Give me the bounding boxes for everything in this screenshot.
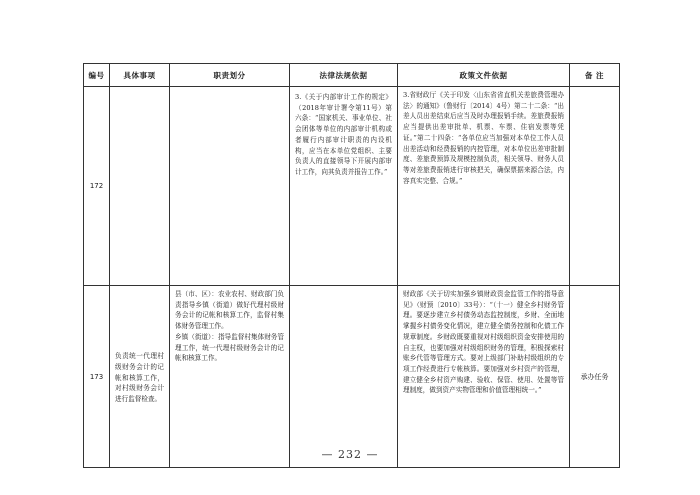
row-law-basis: 3.《关于内部审计工作的规定》（2018年审计署令第11号）第六条：“国家机关、事业单位、社会团体等单位的内部审计机构或者履行内部审计职责的内设机构，应当在本单位党组织、主要负责人的直接领导下开展内部审计工作，向其负责并报告工作。”	[290, 87, 398, 286]
row-duties	[170, 286, 290, 468]
row-matter	[110, 87, 170, 286]
row-number: 172	[84, 87, 110, 286]
responsibility-table	[83, 63, 620, 468]
row-matter: 负责统一代理村级财务会计的记帐和核算工作，对村级财务会计进行监督检查。	[110, 286, 170, 468]
row-law-basis	[290, 286, 398, 468]
header-note: 备 注	[570, 64, 620, 87]
row-note	[570, 87, 620, 286]
row-duties	[170, 87, 290, 286]
row-note: 承办任务	[570, 286, 620, 468]
header-duties: 职责划分	[170, 64, 290, 87]
page-number: — 232 —	[321, 448, 379, 461]
row-policy-basis: 3.省财政厅《关于印发〈山东省省直机关差旅费管理办法〉的通知》（鲁财行〔2014〕4号）第二十二条：“出差人员出差结束后应当及时办理报销手续。差旅费报销应当提供出差审批单、机票、车票、住宿发票等凭证。”第二十四条：“各单位应当加强对本单位工作人员出差活动和经费报销的内控管理，对本单位出差审批制度、差旅费预算及规模控制负责，相关领导、财务人员等对差旅费报销进行审核把关，确保票据来源合法，内容真实完整、合规。”	[398, 87, 570, 286]
header-matter: 具体事项	[110, 64, 170, 87]
table-row	[84, 87, 620, 286]
table-row	[84, 286, 620, 468]
header-law-basis: 法律法规依据	[290, 64, 398, 87]
row-policy-basis: 财政部《关于切实加强乡镇财政资金监管工作的指导意见》（财预〔2010〕33号）：“（十一）健全乡村财务管理。要逐步建立乡村债务动态监控制度，乡财、全面地掌握乡村债务变化情况，建立健全债务控制和化债工作规章制度。乡财政既要重视对村级组织资金安排使用的自主权，也要加强对村级组织财务的管理，积极探索村账乡代管等管理方式。要对上级部门补助村级组织的专项工作经费进行专帐核算。要加强对乡村资产的管理，建立健全乡村资产购建、验收、保管、使用、处置等管理制度，做到资产实物管理和价值管理相统一。”	[398, 286, 570, 468]
header-policy-basis: 政策文件依据	[398, 64, 570, 87]
row-number: 173	[84, 286, 110, 468]
duty-county: 县（市、区）：农业农村、财政部门负责指导乡镇（街道）做好代理村级财务会计的记帐和核算工作，监督村集体财务管理工作。	[175, 290, 284, 331]
table-header-row	[84, 64, 620, 87]
duty-township: 乡镇（街道）：指导监督村集体财务管理工作，统一代理村级财务会计的记帐和核算工作。	[175, 332, 284, 363]
header-number: 编号	[84, 64, 110, 87]
